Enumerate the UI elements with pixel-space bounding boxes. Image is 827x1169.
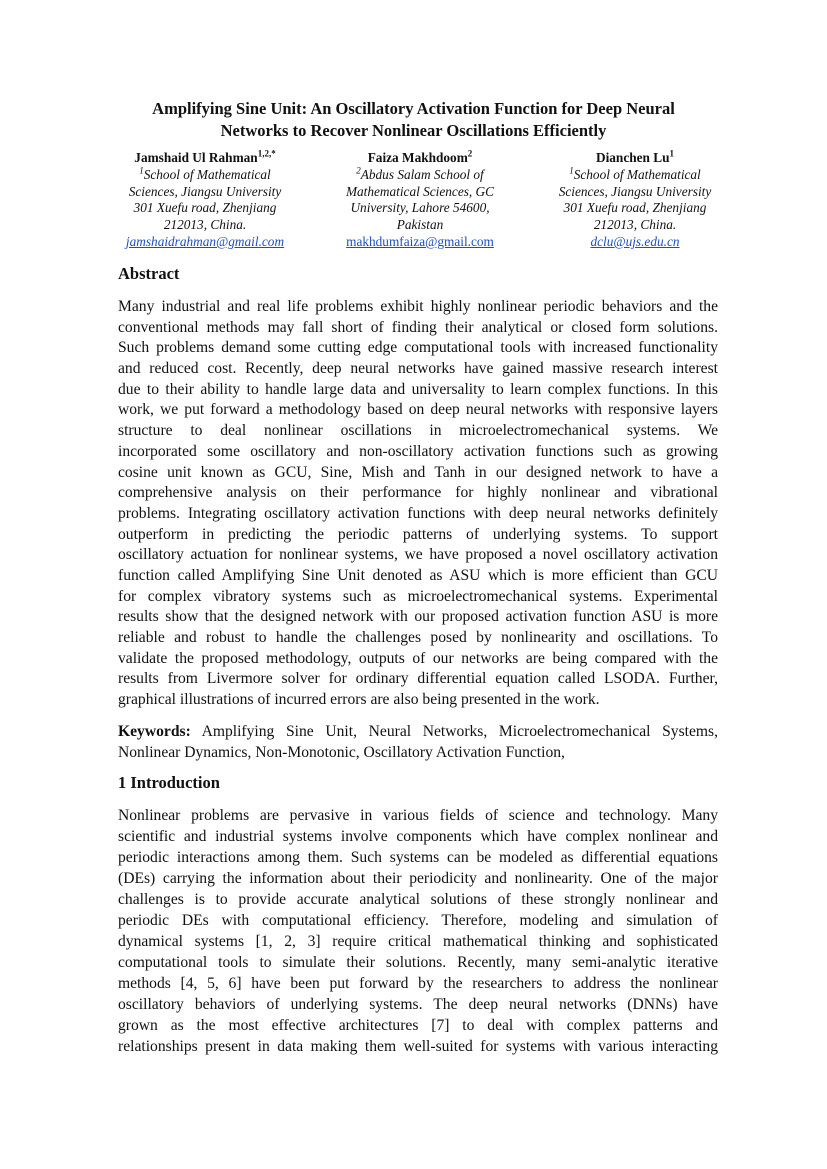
text-line: structure to deal nonlinear oscillations in microelectromechanical systems. We bbox=[118, 422, 718, 440]
affiliation-line: 301 Xuefu road, Zhenjiang bbox=[563, 200, 707, 216]
text-line: for complex vibratory systems such as microelectromechanical systems. Experimental bbox=[118, 587, 718, 605]
affiliation-superscript: 1 bbox=[569, 165, 574, 176]
text-line: relationships present in data making them well-suited for systems with various interacting bbox=[118, 1038, 718, 1055]
text-line: conventional methods may fall short of finding their analytical or closed form solutions. bbox=[118, 318, 718, 336]
author-email-link[interactable]: dclu@ujs.edu.cn bbox=[590, 233, 680, 249]
text-line: (DEs) carrying the information about their periodicity and nonlinearity. One of the major bbox=[118, 870, 718, 887]
keywords-text: Amplifying Sine Unit, Neural Networks, Microelectromechanical Systems, bbox=[190, 723, 718, 740]
text-line: incorporated some oscillatory and non-oscillatory activation functions such as growing bbox=[118, 442, 718, 460]
keywords bbox=[118, 721, 718, 763]
author-name: Dianchen Lu bbox=[595, 150, 670, 165]
author-email-link[interactable]: makhdumfaiza@gmail.com bbox=[346, 233, 494, 249]
text-line: problems. Integrating oscillatory activation functions with deep neural networks definitely bbox=[118, 504, 718, 522]
introduction-body bbox=[118, 805, 718, 1057]
paper-title bbox=[100, 98, 727, 142]
affiliation-line: Abdus Salam School of bbox=[360, 166, 484, 182]
text-line: challenges is to provide accurate analytical solutions of these strongly nonlinear and bbox=[118, 891, 718, 908]
keywords-label: Keywords: bbox=[118, 723, 191, 740]
text-line: reliable and robust to handle the challenges posed by nonlinearity and oscillations. To bbox=[118, 629, 718, 646]
text-line: due to their ability to handle large data and universality to learn complex functions. In this bbox=[118, 380, 718, 398]
author-superscript: 1 bbox=[669, 148, 675, 159]
text-line: graphical illustrations of incurred errors are also being presented in the work. bbox=[118, 691, 600, 709]
text-line: work, we put forward a methodology based on deep neural networks with responsive layers bbox=[118, 401, 718, 419]
author-block bbox=[325, 150, 515, 251]
text-line: periodic interactions among them. Such systems can be modeled as differential equations bbox=[118, 849, 718, 866]
affiliation-line: Sciences, Jiangsu University bbox=[128, 183, 282, 199]
text-line: periodic DEs with computational efficiency. Therefore, modeling and simulation of bbox=[118, 912, 718, 929]
author-superscript: 1,2,* bbox=[257, 148, 276, 159]
text-line: and reduced cost. Recently, deep neural networks have gained massive research interest bbox=[118, 360, 718, 378]
text-line: grown as the most effective architectures [7] to deal with complex patterns and bbox=[118, 1017, 718, 1034]
abstract-heading: Abstract bbox=[118, 264, 180, 283]
text-line: methods [4, 5, 6] have been put forward by the researchers to address the nonlinear bbox=[118, 975, 718, 992]
text-line: oscillatory behaviors of underlying systems. The deep neural networks (DNNs) have bbox=[118, 996, 718, 1013]
author-block bbox=[110, 150, 300, 251]
text-line: dynamical systems [1, 2, 3] require critical mathematical thinking and sophisticated bbox=[118, 933, 718, 950]
affiliation-superscript: 2 bbox=[356, 165, 361, 176]
affiliation-line: University, Lahore 54600, bbox=[350, 200, 490, 216]
keywords-text: Nonlinear Dynamics, Non-Monotonic, Oscillatory Activation Function, bbox=[118, 744, 565, 761]
text-line: Nonlinear problems are pervasive in various fields of science and technology. Many bbox=[118, 807, 718, 824]
author-name: Faiza Makhdoom bbox=[367, 150, 468, 165]
author-email-link[interactable]: jamshaidrahman@gmail.com bbox=[125, 233, 285, 249]
text-line: outperform in predicting the periodic patterns of underlying systems. To support bbox=[118, 525, 718, 543]
author-name: Jamshaid Ul Rahman bbox=[134, 150, 258, 165]
text-line: scientific and industrial systems involve components which have complex nonlinear and bbox=[118, 828, 718, 845]
text-line: Many industrial and real life problems exhibit highly nonlinear periodic behaviors and the bbox=[118, 298, 718, 315]
affiliation-line: 212013, China. bbox=[593, 217, 677, 233]
text-line: comprehensive analysis on their performance for highly nonlinear and vibrational bbox=[118, 484, 718, 502]
affiliation-line: 301 Xuefu road, Zhenjiang bbox=[133, 200, 277, 216]
text-line: results show that the designed network with our proposed activation function ASU is more bbox=[118, 608, 718, 626]
affiliation-line: Pakistan bbox=[396, 217, 444, 233]
title-line: Networks to Recover Nonlinear Oscillations Efficiently bbox=[220, 121, 607, 140]
author-list bbox=[110, 150, 730, 251]
text-line: results from Livermore solver for ordinary differential equation called LSODA. Further, bbox=[118, 670, 718, 688]
text-line: computational tools to simulate their solutions. Recently, many semi-analytic iterative bbox=[118, 954, 718, 971]
author-superscript: 2 bbox=[467, 148, 473, 159]
title-line: Amplifying Sine Unit: An Oscillatory Activation Function for Deep Neural bbox=[152, 99, 675, 118]
affiliation-line: School of Mathematical bbox=[143, 166, 271, 182]
affiliation-line: 212013, China. bbox=[163, 217, 247, 233]
text-line: cosine unit known as GCU, Sine, Mish and Tanh in our designed network to have a bbox=[118, 463, 718, 481]
text-line: oscillatory actuation for nonlinear systems, we have proposed a novel oscillatory activation bbox=[118, 546, 718, 564]
affiliation-line: Sciences, Jiangsu University bbox=[558, 183, 712, 199]
text-line: Such problems demand some cutting edge computational tools with increased functionality bbox=[118, 339, 718, 357]
text-line: validate the proposed methodology, outputs of our networks are being compared with the bbox=[118, 649, 718, 667]
affiliation-line: School of Mathematical bbox=[573, 166, 701, 182]
text-line: function called Amplifying Sine Unit denoted as ASU which is more efficient than GCU bbox=[118, 566, 718, 584]
author-block bbox=[540, 150, 730, 251]
abstract-body bbox=[118, 297, 718, 711]
affiliation-superscript: 1 bbox=[139, 165, 144, 176]
affiliation-line: Mathematical Sciences, GC bbox=[345, 183, 495, 199]
introduction-heading: 1 Introduction bbox=[118, 773, 220, 792]
